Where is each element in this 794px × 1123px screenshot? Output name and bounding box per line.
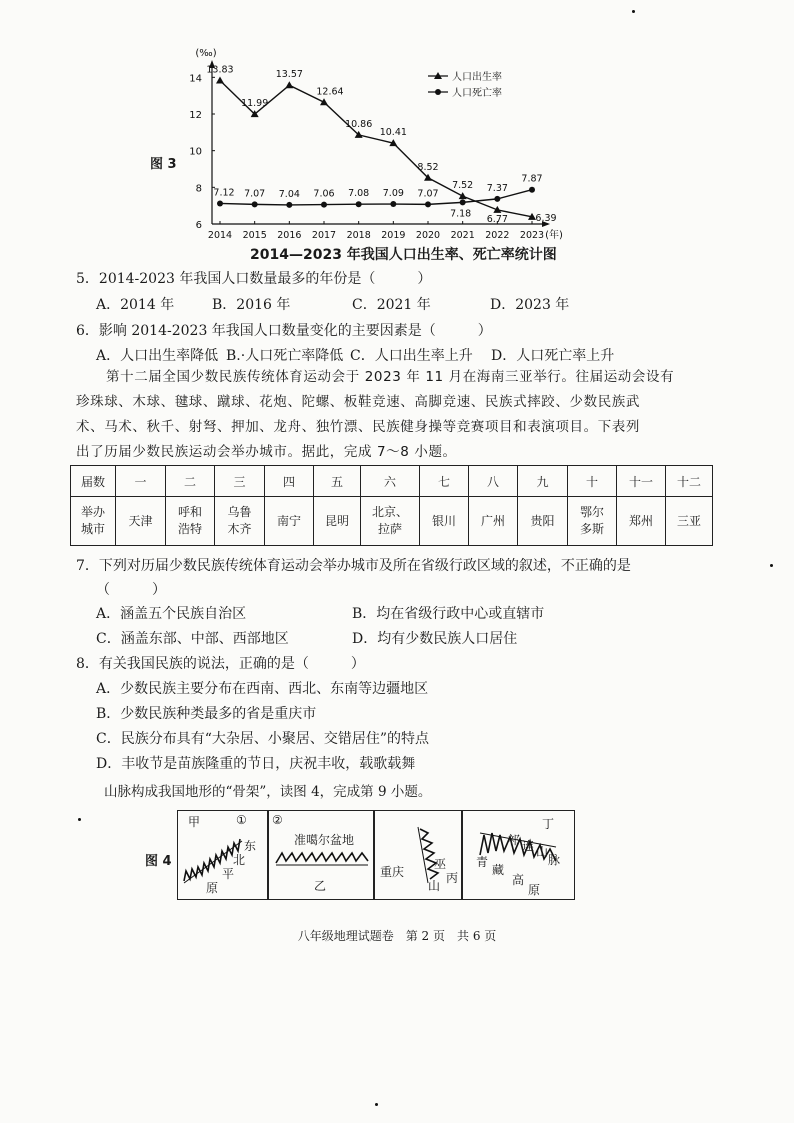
data-label: 12.64	[316, 86, 344, 98]
table-cell: 七	[420, 466, 469, 497]
question-9-intro: 山脉构成我国地形的“骨架”，读图 4，完成第 9 小题。	[104, 784, 432, 800]
q6-option-d[interactable]: D．人口死亡率上升	[491, 348, 615, 364]
table-cell: 五	[314, 466, 361, 497]
y-tick-label: 10	[189, 146, 202, 158]
q7-option-a[interactable]: A．涵盖五个民族自治区	[96, 606, 247, 622]
map-label: ①	[236, 813, 247, 827]
data-label: 7.07	[417, 188, 439, 200]
table-cell: 天津	[116, 497, 166, 546]
scan-dot	[770, 564, 773, 567]
table-cell: 贵阳	[518, 497, 568, 546]
map-label: 乙	[314, 879, 327, 893]
data-label: 7.08	[348, 188, 370, 200]
y-axis-unit: (‰)	[195, 48, 217, 59]
data-label: 11.99	[241, 98, 269, 110]
question-8-stem: 8．有关我国民族的说法，正确的是（ ）	[76, 656, 365, 672]
table-cell: 银川	[420, 497, 469, 546]
table-cell: 乌鲁 木齐	[215, 497, 265, 546]
map-label: 祁	[508, 833, 521, 847]
q7-option-d[interactable]: D．均有少数民族人口居住	[352, 631, 518, 647]
table-cell: 广州	[469, 497, 518, 546]
table-cell: 三	[215, 466, 265, 497]
q6-option-a[interactable]: A．人口出生率降低	[96, 348, 219, 364]
host-cities-table	[70, 465, 713, 546]
x-tick-label: 2014	[207, 230, 233, 241]
data-label: 7.12	[213, 187, 235, 199]
map-label: 山	[428, 879, 441, 893]
x-tick-label: 2018	[346, 230, 371, 241]
x-tick-label: 2021	[450, 230, 475, 241]
data-label: 7.18	[450, 208, 472, 220]
data-label: 6.77	[486, 213, 508, 225]
data-label: 7.06	[313, 188, 335, 200]
x-tick-label: 2020	[415, 230, 441, 241]
q8-option-a[interactable]: A．少数民族主要分布在西南、西北、东南等边疆地区	[96, 681, 429, 697]
table-cell: 郑州	[617, 497, 666, 546]
table-cell: 呼和 浩特	[166, 497, 215, 546]
data-point	[529, 187, 535, 193]
map-label: 准噶尔盆地	[294, 833, 355, 847]
q5-option-a[interactable]: A．2014 年	[96, 297, 175, 313]
map-label: 青	[476, 855, 489, 869]
data-label: 7.87	[521, 173, 543, 185]
data-point	[460, 199, 466, 205]
table-cell: 南宁	[265, 497, 314, 546]
map-label: 脉	[548, 853, 561, 867]
map-label: 丁	[542, 817, 555, 831]
x-tick-label: 2016	[277, 230, 302, 241]
q5-option-d[interactable]: D．2023 年	[490, 297, 570, 313]
map-label: 山	[536, 845, 549, 859]
passage	[76, 365, 675, 465]
table-cell: 二	[166, 466, 215, 497]
table-cell: 八	[469, 466, 518, 497]
q5-option-c[interactable]: C．2021 年	[352, 297, 431, 313]
legend-label: 人口出生率	[452, 72, 502, 83]
data-point	[252, 201, 258, 207]
x-tick-label: 2019	[381, 230, 406, 241]
x-tick-label: 2022	[485, 230, 510, 241]
x-axis-unit: (年)	[545, 230, 563, 241]
scan-dot	[632, 10, 635, 13]
scan-dot	[375, 1103, 378, 1106]
map-panel-junggar	[267, 810, 375, 900]
population-rate-chart	[170, 48, 590, 243]
legend-label: 人口死亡率	[452, 88, 502, 99]
data-point	[285, 81, 293, 88]
data-label: 7.04	[278, 188, 300, 200]
map-panel-qilian	[461, 810, 575, 900]
table-cell: 十一	[617, 466, 666, 497]
map-label: 丙	[446, 871, 459, 885]
q7-option-c[interactable]: C．涵盖东部、中部、西部地区	[96, 631, 289, 647]
map-label: 原	[528, 883, 541, 897]
y-tick-label: 12	[189, 110, 202, 121]
table-cell: 昆明	[314, 497, 361, 546]
question-7-stem: 7．下列对历届少数民族传统体育运动会举办城市及所在省级行政区域的叙述，不正确的是	[76, 558, 631, 574]
map-label: 北	[233, 853, 246, 867]
data-label: 13.57	[275, 69, 303, 81]
map-label: 重庆	[380, 865, 405, 879]
map-label: ②	[272, 813, 283, 827]
figure-4-label: 图 4	[145, 854, 172, 869]
data-point	[217, 200, 223, 206]
map-label: 连	[522, 839, 535, 853]
data-point	[286, 202, 292, 208]
legend-marker	[435, 89, 441, 95]
passage-line: 第十二届全国少数民族传统体育运动会于 2023 年 11 月在海南三亚举行。往届运动会设有	[106, 369, 675, 385]
data-label: 7.37	[486, 182, 508, 194]
data-point	[216, 76, 224, 83]
series-line	[220, 190, 532, 205]
table-cell: 十	[568, 466, 617, 497]
map-label: 高	[512, 873, 525, 887]
data-label: 8.52	[417, 161, 439, 173]
map-label: 平	[222, 867, 235, 881]
table-header-cell: 届数	[71, 466, 116, 497]
map-label: 东	[244, 839, 257, 853]
figure-3-label: 图 3	[150, 157, 177, 172]
map-panel-wushan	[373, 810, 463, 900]
map-label: 原	[206, 881, 219, 895]
question-7-stem-paren: （ ）	[96, 582, 166, 598]
map-panel-northeast	[177, 810, 269, 900]
x-tick-label: 2017	[311, 230, 337, 241]
passage-line: 出了历届少数民族运动会举办城市。据此，完成 7～8 小题。	[76, 444, 457, 460]
q7-option-b[interactable]: B．均在省级行政中心或直辖市	[352, 606, 545, 622]
passage-line: 珍珠球、木球、毽球、蹴球、花炮、陀螺、板鞋竞速、高脚竞速、民族式摔跤、少数民族武	[76, 394, 640, 410]
data-point	[320, 98, 328, 105]
q8-option-d[interactable]: D．丰收节是苗族隆重的节日，庆祝丰收，载歌载舞	[96, 756, 416, 772]
q6-option-b[interactable]: B.·人口死亡率降低	[226, 348, 344, 364]
question-5-stem: 5．2014-2023 年我国人口数量最多的年份是（ ）	[76, 271, 432, 287]
figure-3-title: 2014—2023 年我国人口出生率、死亡率统计图	[250, 247, 557, 263]
data-label: 13.83	[206, 64, 234, 76]
data-label: 10.86	[345, 118, 373, 130]
data-point	[390, 201, 396, 207]
y-tick-label: 8	[195, 183, 202, 195]
map-label: 巫	[434, 857, 447, 871]
mountain-range-icon	[274, 849, 370, 869]
table-row	[71, 497, 713, 546]
data-label: 10.41	[379, 127, 407, 139]
x-tick-label: 2015	[242, 230, 267, 241]
table-cell: 四	[265, 466, 314, 497]
x-tick-label: 2023	[519, 230, 545, 241]
q6-option-c[interactable]: C．人口出生率上升	[350, 348, 473, 364]
table-cell: 十二	[666, 466, 713, 497]
map-label: 藏	[492, 863, 505, 877]
scan-dot	[78, 818, 81, 821]
data-label: 7.52	[452, 180, 474, 192]
question-6-stem: 6．影响 2014-2023 年我国人口数量变化的主要因素是（ ）	[76, 323, 492, 339]
page-footer: 八年级地理试题卷 第 2 页 共 6 页	[297, 929, 497, 943]
y-tick-label: 14	[189, 73, 202, 85]
table-cell: 一	[116, 466, 166, 497]
data-point	[459, 192, 467, 199]
data-label: 7.07	[244, 188, 266, 200]
q5-option-b[interactable]: B．2016 年	[212, 297, 291, 313]
table-cell: 三亚	[666, 497, 713, 546]
y-tick-label: 6	[195, 220, 202, 231]
data-point	[356, 201, 362, 207]
map-label: 甲	[188, 815, 201, 829]
data-point	[425, 201, 431, 207]
table-cell: 九	[518, 466, 568, 497]
passage-line: 术、马术、秋千、射弩、押加、龙舟、独竹漂、民族健身操等竞赛项目和表演项目。下表列	[76, 419, 640, 435]
table-cell: 北京、 拉萨	[361, 497, 420, 546]
table-cell: 六	[361, 466, 420, 497]
data-label: 6.39	[535, 212, 557, 224]
data-label: 7.09	[382, 188, 404, 200]
table-row	[71, 466, 713, 497]
table-cell: 鄂尔 多斯	[568, 497, 617, 546]
table-header-cell: 举办 城市	[71, 497, 116, 546]
q8-option-b[interactable]: B．少数民族种类最多的省是重庆市	[96, 706, 317, 722]
data-point	[494, 196, 500, 202]
q8-option-c[interactable]: C．民族分布具有“大杂居、小聚居、交错居住”的特点	[96, 731, 430, 747]
data-point	[321, 202, 327, 208]
